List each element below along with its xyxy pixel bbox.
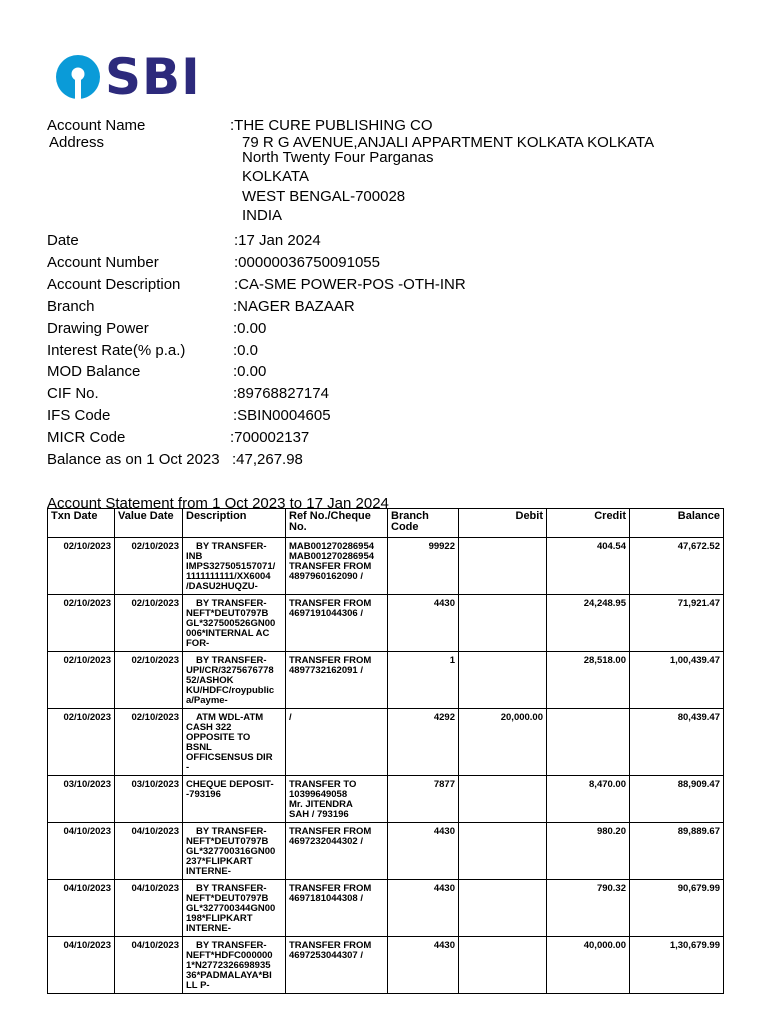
cell-ref-no <box>286 652 388 709</box>
cell-txn-date: 02/10/2023 <box>48 709 115 776</box>
cif-value: :89768827174 <box>233 385 329 402</box>
cell-debit <box>459 776 547 823</box>
table-row <box>48 823 724 880</box>
cell-txn-date: 02/10/2023 <box>48 595 115 652</box>
description-line: 198*FLIPKART <box>186 913 253 924</box>
cell-description <box>183 937 286 994</box>
col-ref-no: Ref No./Cheque No. <box>286 509 388 538</box>
ifs-code-value: :SBIN0004605 <box>233 407 331 424</box>
drawing-power-value: :0.00 <box>233 320 267 337</box>
address-line: WEST BENGAL-700028 <box>242 188 406 205</box>
ref-line: 10399649058 <box>289 789 348 800</box>
description-line: BSNL <box>186 742 212 753</box>
opening-balance-label: Balance as on 1 Oct 2023 <box>47 451 220 468</box>
cell-balance: 90,679.99 <box>630 880 724 937</box>
cell-value-date: 03/10/2023 <box>115 776 183 823</box>
cell-credit: 404.54 <box>547 538 630 595</box>
description-line: 1*N2772326698935 <box>186 960 271 971</box>
ref-line: TRANSFER TO <box>289 779 357 790</box>
description-line: FOR- <box>186 638 210 649</box>
sbi-logo <box>55 48 201 106</box>
cell-credit: 28,518.00 <box>547 652 630 709</box>
cell-branch-code: 4430 <box>388 880 459 937</box>
account-description-label: Account Description <box>47 276 181 293</box>
cell-value-date: 04/10/2023 <box>115 937 183 994</box>
cell-description <box>183 776 286 823</box>
micr-code-label: MICR Code <box>47 429 126 446</box>
date-value: :17 Jan 2024 <box>234 232 321 249</box>
cell-balance: 88,909.47 <box>630 776 724 823</box>
description-line: ATM WDL-ATM <box>196 712 264 723</box>
account-description-value: :CA-SME POWER-POS -OTH-INR <box>234 276 466 293</box>
cell-branch-code: 7877 <box>388 776 459 823</box>
description-line: 237*FLIPKART <box>186 856 253 867</box>
cell-ref-no <box>286 709 388 776</box>
cell-balance: 1,00,439.47 <box>630 652 724 709</box>
ref-line: TRANSFER FROM <box>289 655 372 666</box>
ref-line: 4897960162090 / <box>289 571 363 582</box>
description-line: UPI/CR/3275676778 <box>186 665 274 676</box>
description-line: 006*INTERNAL AC <box>186 628 270 639</box>
cell-credit: 40,000.00 <box>547 937 630 994</box>
cell-value-date: 02/10/2023 <box>115 652 183 709</box>
description-line: GL*327500526GN00 <box>186 618 276 629</box>
cell-value-date: 02/10/2023 <box>115 538 183 595</box>
ref-line: MAB001270286954 <box>289 551 375 562</box>
cell-value-date: 04/10/2023 <box>115 880 183 937</box>
description-line: /DASU2HUQZU- <box>186 581 258 592</box>
cell-ref-no <box>286 880 388 937</box>
ref-line: 4697253044307 / <box>289 950 363 961</box>
cell-debit: 20,000.00 <box>459 709 547 776</box>
description-line: KU/HDFC/roypublic <box>186 685 275 696</box>
description-line: a/Payme- <box>186 695 228 706</box>
branch-label: Branch <box>47 298 95 315</box>
drawing-power-label: Drawing Power <box>47 320 149 337</box>
description-line: 36*PADMALAYA*BI <box>186 970 272 981</box>
mod-balance-value: :0.00 <box>233 363 267 380</box>
cell-ref-no <box>286 776 388 823</box>
address-line: INDIA <box>242 207 283 224</box>
address-label: Address <box>49 134 105 151</box>
description-line: INTERNE- <box>186 866 231 877</box>
cell-debit <box>459 652 547 709</box>
ref-line: MAB001270286954 <box>289 541 375 552</box>
table-row <box>48 709 724 776</box>
ref-line: TRANSFER FROM <box>289 940 372 951</box>
ifs-code-label: IFS Code <box>47 407 111 424</box>
cell-txn-date: 02/10/2023 <box>48 538 115 595</box>
description-line: BY TRANSFER- <box>196 826 267 837</box>
table-row <box>48 652 724 709</box>
statement-title: Account Statement from 1 Oct 2023 to 17 Jan 2024 <box>47 495 389 512</box>
cell-txn-date: 03/10/2023 <box>48 776 115 823</box>
ref-line: / <box>289 712 292 723</box>
description-line: BY TRANSFER- <box>196 940 267 951</box>
cell-debit <box>459 595 547 652</box>
opening-balance-value: :47,267.98 <box>232 451 303 468</box>
description-line: NEFT*DEUT0797B <box>186 893 269 904</box>
description-line: LL P- <box>186 980 210 991</box>
cell-branch-code: 4292 <box>388 709 459 776</box>
col-balance: Balance <box>630 509 724 538</box>
description-line: IMPS327505157071/ <box>186 561 276 572</box>
account-name-value: :THE CURE PUBLISHING CO <box>230 117 433 134</box>
cell-credit: 8,470.00 <box>547 776 630 823</box>
description-line: BY TRANSFER- <box>196 655 267 666</box>
description-line: BY TRANSFER- <box>196 883 267 894</box>
description-line: - <box>186 762 190 773</box>
branch-value: :NAGER BAZAAR <box>233 298 355 315</box>
ref-line: SAH / 793196 <box>289 809 349 820</box>
cell-credit <box>547 709 630 776</box>
description-line: 1111111111/XX6004 <box>186 571 271 582</box>
cell-branch-code: 99922 <box>388 538 459 595</box>
description-line: BY TRANSFER- <box>196 541 267 552</box>
cif-label: CIF No. <box>47 385 99 402</box>
description-line: BY TRANSFER- <box>196 598 267 609</box>
cell-balance: 47,672.52 <box>630 538 724 595</box>
description-line: NEFT*DEUT0797B <box>186 608 269 619</box>
ref-line: Mr. JITENDRA <box>289 799 353 810</box>
cell-balance: 1,30,679.99 <box>630 937 724 994</box>
col-branch-code: Branch Code <box>388 509 459 538</box>
date-label: Date <box>47 232 79 249</box>
cell-ref-no <box>286 937 388 994</box>
description-line: NEFT*DEUT0797B <box>186 836 269 847</box>
ref-line: 4697232044302 / <box>289 836 363 847</box>
description-line: NEFT*HDFC000000 <box>186 950 273 961</box>
address-line: KOLKATA <box>242 168 309 185</box>
col-txn-date: Txn Date <box>48 509 115 538</box>
cell-txn-date: 02/10/2023 <box>48 652 115 709</box>
table-row <box>48 776 724 823</box>
cell-txn-date: 04/10/2023 <box>48 823 115 880</box>
ref-line: TRANSFER FROM <box>289 826 372 837</box>
cell-value-date: 04/10/2023 <box>115 823 183 880</box>
account-number-label: Account Number <box>47 254 159 271</box>
cell-description <box>183 595 286 652</box>
mod-balance-label: MOD Balance <box>47 363 141 380</box>
cell-credit: 24,248.95 <box>547 595 630 652</box>
col-debit: Debit <box>459 509 547 538</box>
col-value-date: Value Date <box>115 509 183 538</box>
statement-table <box>47 508 724 994</box>
ref-line: 4897732162091 / <box>289 665 363 676</box>
cell-ref-no <box>286 538 388 595</box>
description-line: GL*327700344GN00 <box>186 903 276 914</box>
cell-branch-code: 4430 <box>388 595 459 652</box>
cell-value-date: 02/10/2023 <box>115 595 183 652</box>
description-line: CHEQUE DEPOSIT- <box>186 779 274 790</box>
description-line: -793196 <box>186 789 221 800</box>
cell-ref-no <box>286 595 388 652</box>
cell-branch-code: 4430 <box>388 823 459 880</box>
table-row <box>48 538 724 595</box>
account-number-value: :00000036750091055 <box>234 254 380 271</box>
cell-credit: 980.20 <box>547 823 630 880</box>
cell-txn-date: 04/10/2023 <box>48 937 115 994</box>
address-line: 79 R G AVENUE,ANJALI APPARTMENT KOLKATA KOLKATA <box>242 134 655 151</box>
interest-rate-value: :0.0 <box>233 342 259 359</box>
cell-branch-code: 4430 <box>388 937 459 994</box>
description-line: GL*327700316GN00 <box>186 846 276 857</box>
cell-txn-date: 04/10/2023 <box>48 880 115 937</box>
statement-body <box>48 538 724 994</box>
ref-line: 4697191044306 / <box>289 608 363 619</box>
cell-balance: 89,889.67 <box>630 823 724 880</box>
cell-description <box>183 880 286 937</box>
ref-line: TRANSFER FROM <box>289 883 372 894</box>
sbi-logo-text: SBI <box>105 48 201 106</box>
cell-description <box>183 709 286 776</box>
cell-debit <box>459 937 547 994</box>
cell-debit <box>459 823 547 880</box>
description-line: OFFICSENSUS DIR <box>186 752 273 763</box>
cell-debit <box>459 880 547 937</box>
description-line: CASH 322 <box>186 722 232 733</box>
col-credit: Credit <box>547 509 630 538</box>
cell-ref-no <box>286 823 388 880</box>
description-line: INTERNE- <box>186 923 231 934</box>
cell-description <box>183 823 286 880</box>
cell-description <box>183 538 286 595</box>
table-row <box>48 880 724 937</box>
cell-credit: 790.32 <box>547 880 630 937</box>
ref-line: TRANSFER FROM <box>289 561 372 572</box>
cell-balance: 80,439.47 <box>630 709 724 776</box>
cell-value-date: 02/10/2023 <box>115 709 183 776</box>
cell-debit <box>459 538 547 595</box>
col-description: Description <box>183 509 286 538</box>
cell-description <box>183 652 286 709</box>
ref-line: 4697181044308 / <box>289 893 363 904</box>
cell-balance: 71,921.47 <box>630 595 724 652</box>
interest-rate-label: Interest Rate(% p.a.) <box>47 342 186 359</box>
table-header-row <box>48 509 724 538</box>
account-name-label: Account Name <box>47 117 146 134</box>
address-line: North Twenty Four Parganas <box>242 149 434 166</box>
description-line: 52/ASHOK <box>186 675 234 686</box>
micr-code-value: :700002137 <box>230 429 310 446</box>
table-row <box>48 595 724 652</box>
description-line: INB <box>186 551 203 562</box>
ref-line: TRANSFER FROM <box>289 598 372 609</box>
table-row <box>48 937 724 994</box>
description-line: OPPOSITE TO <box>186 732 251 743</box>
cell-branch-code: 1 <box>388 652 459 709</box>
sbi-keyhole-icon <box>55 54 101 100</box>
